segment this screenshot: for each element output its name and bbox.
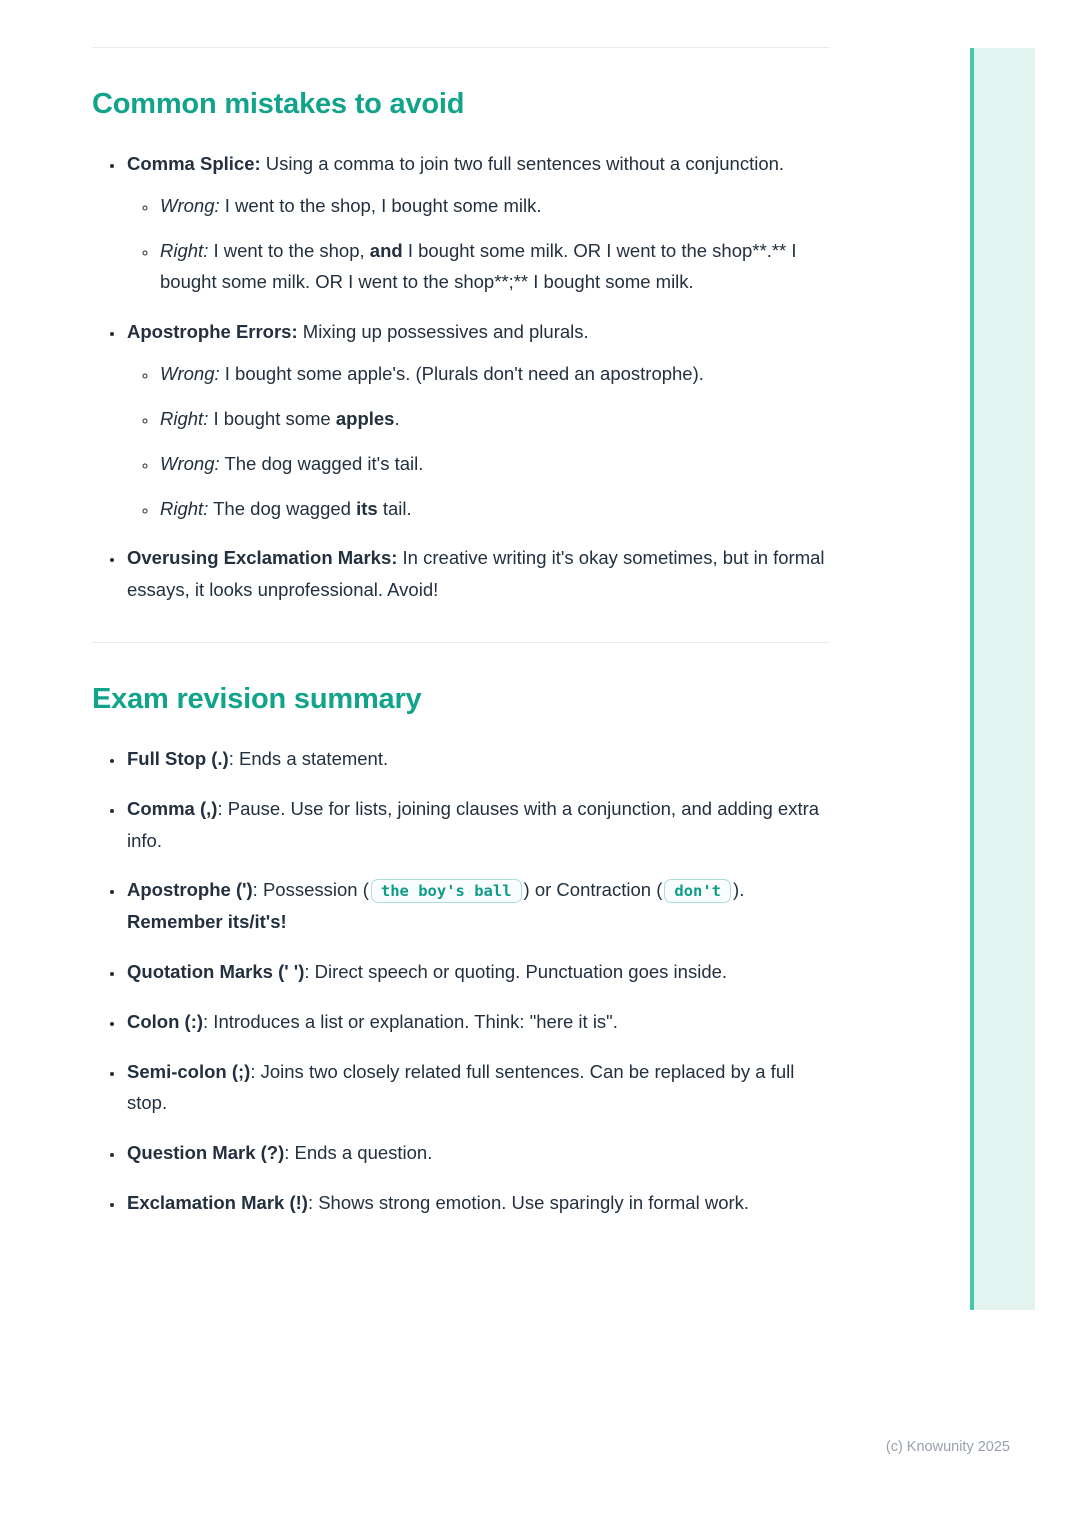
section-title-common-mistakes: Common mistakes to avoid (92, 88, 465, 120)
text-segment: ( (362, 879, 369, 901)
exam-summary-list (92, 743, 829, 1219)
text-segment: Using a comma to join two full sentences without a conjunction. (260, 153, 785, 174)
bold-text: Overusing Exclamation Marks: (127, 547, 398, 569)
list-item (125, 793, 829, 857)
text-segment: Mixing up possessives and plurals. (297, 321, 589, 343)
list-item (125, 148, 829, 298)
inline-code: don't (664, 879, 731, 903)
italic-text: Right: (160, 407, 209, 429)
text-segment: ( (656, 879, 663, 901)
text-segment: : Introduces a list or explanation. Think: "here it is". (203, 1010, 618, 1032)
list-item (125, 743, 829, 775)
list-item (125, 1006, 829, 1038)
list-item (125, 1187, 829, 1219)
list-item (125, 1137, 829, 1169)
text-segment: ) (523, 879, 530, 901)
italic-text: Wrong: (160, 363, 220, 385)
bold-text: and (369, 239, 403, 261)
page-edge-accent (970, 48, 1035, 1310)
text-segment: : Shows strong emotion. Use sparingly in formal work. (307, 1192, 750, 1214)
sub-list-item (158, 403, 829, 435)
text-segment: ). (733, 879, 745, 901)
text-segment: : Ends a statement. (228, 747, 389, 769)
text-segment: The dog wagged it's tail. (219, 452, 424, 474)
inline-code: the boy's ball (371, 879, 522, 903)
italic-text: Wrong: (160, 452, 220, 474)
section-exam-summary (92, 683, 829, 1219)
bold-text: Comma (,) (127, 797, 218, 819)
list-item (125, 1056, 829, 1120)
list-item (125, 316, 829, 524)
section-divider (92, 642, 829, 643)
bold-text: Full Stop (.) (127, 747, 229, 769)
common-mistakes-list (92, 148, 829, 606)
section-divider (92, 47, 829, 48)
sub-list (127, 358, 829, 524)
sub-list-item (158, 235, 829, 299)
bold-text: Quotation Marks (' ') (127, 961, 305, 982)
text-segment: I bought some (208, 407, 336, 429)
list-item (125, 542, 829, 606)
text-segment: : Direct speech or quoting. Punctuation goes inside. (304, 961, 728, 982)
page-footer (886, 1438, 1010, 1456)
text-segment: In creative writing it's okay sometimes, but in formal essays, it looks unprofessional. Avoid! (127, 547, 825, 601)
copyright-text: (c) Knowunity 2025 (885, 1439, 1010, 1455)
bold-text: Question Mark (?) (127, 1142, 285, 1164)
text-segment: or Contraction (529, 879, 657, 901)
bold-text: Semi-colon (;) (127, 1060, 251, 1082)
bold-text: apples (335, 407, 395, 429)
page-content (92, 0, 829, 1255)
bold-text: Remember its/it's! (127, 911, 287, 933)
text-segment: : Possession (252, 879, 363, 901)
text-segment: . (394, 407, 400, 429)
text-segment: I bought some apple's. (Plurals don't need an apostrophe). (219, 363, 704, 385)
bold-text: Apostrophe Errors: (127, 321, 298, 343)
sub-list-item (158, 190, 829, 222)
text-segment: : Joins two closely related full sentences. Can be replaced by a full stop. (127, 1060, 795, 1114)
section-title-exam-summary: Exam revision summary (92, 682, 422, 715)
bold-text: Colon (:) (127, 1010, 204, 1032)
bold-text: Exclamation Mark (!) (127, 1192, 308, 1214)
bold-text: Apostrophe (') (127, 879, 253, 901)
text-segment: : Pause. Use for lists, joining clauses with a conjunction, and adding extra info. (127, 797, 820, 851)
section-common-mistakes (92, 88, 829, 606)
sub-list-item (158, 448, 829, 480)
text-segment: tail. (377, 497, 412, 519)
sub-list-item (158, 493, 829, 525)
text-segment: I went to the shop, (208, 239, 370, 261)
bold-text: Comma Splice: (127, 153, 261, 174)
italic-text: Wrong: (160, 194, 220, 216)
text-segment: The dog wagged (208, 497, 357, 519)
sub-list-item (158, 358, 829, 390)
list-item (125, 956, 829, 988)
text-segment: I bought some milk. OR I went to the shop**.** I bought some milk. OR I went to the shop**;** I bought some milk. (160, 239, 797, 293)
list-item (125, 874, 829, 938)
sub-list (127, 190, 829, 298)
bold-text: its (356, 497, 378, 519)
text-segment: I went to the shop, I bought some milk. (219, 194, 542, 216)
text-segment: : Ends a question. (284, 1142, 433, 1164)
italic-text: Right: (160, 239, 209, 261)
italic-text: Right: (160, 497, 209, 519)
